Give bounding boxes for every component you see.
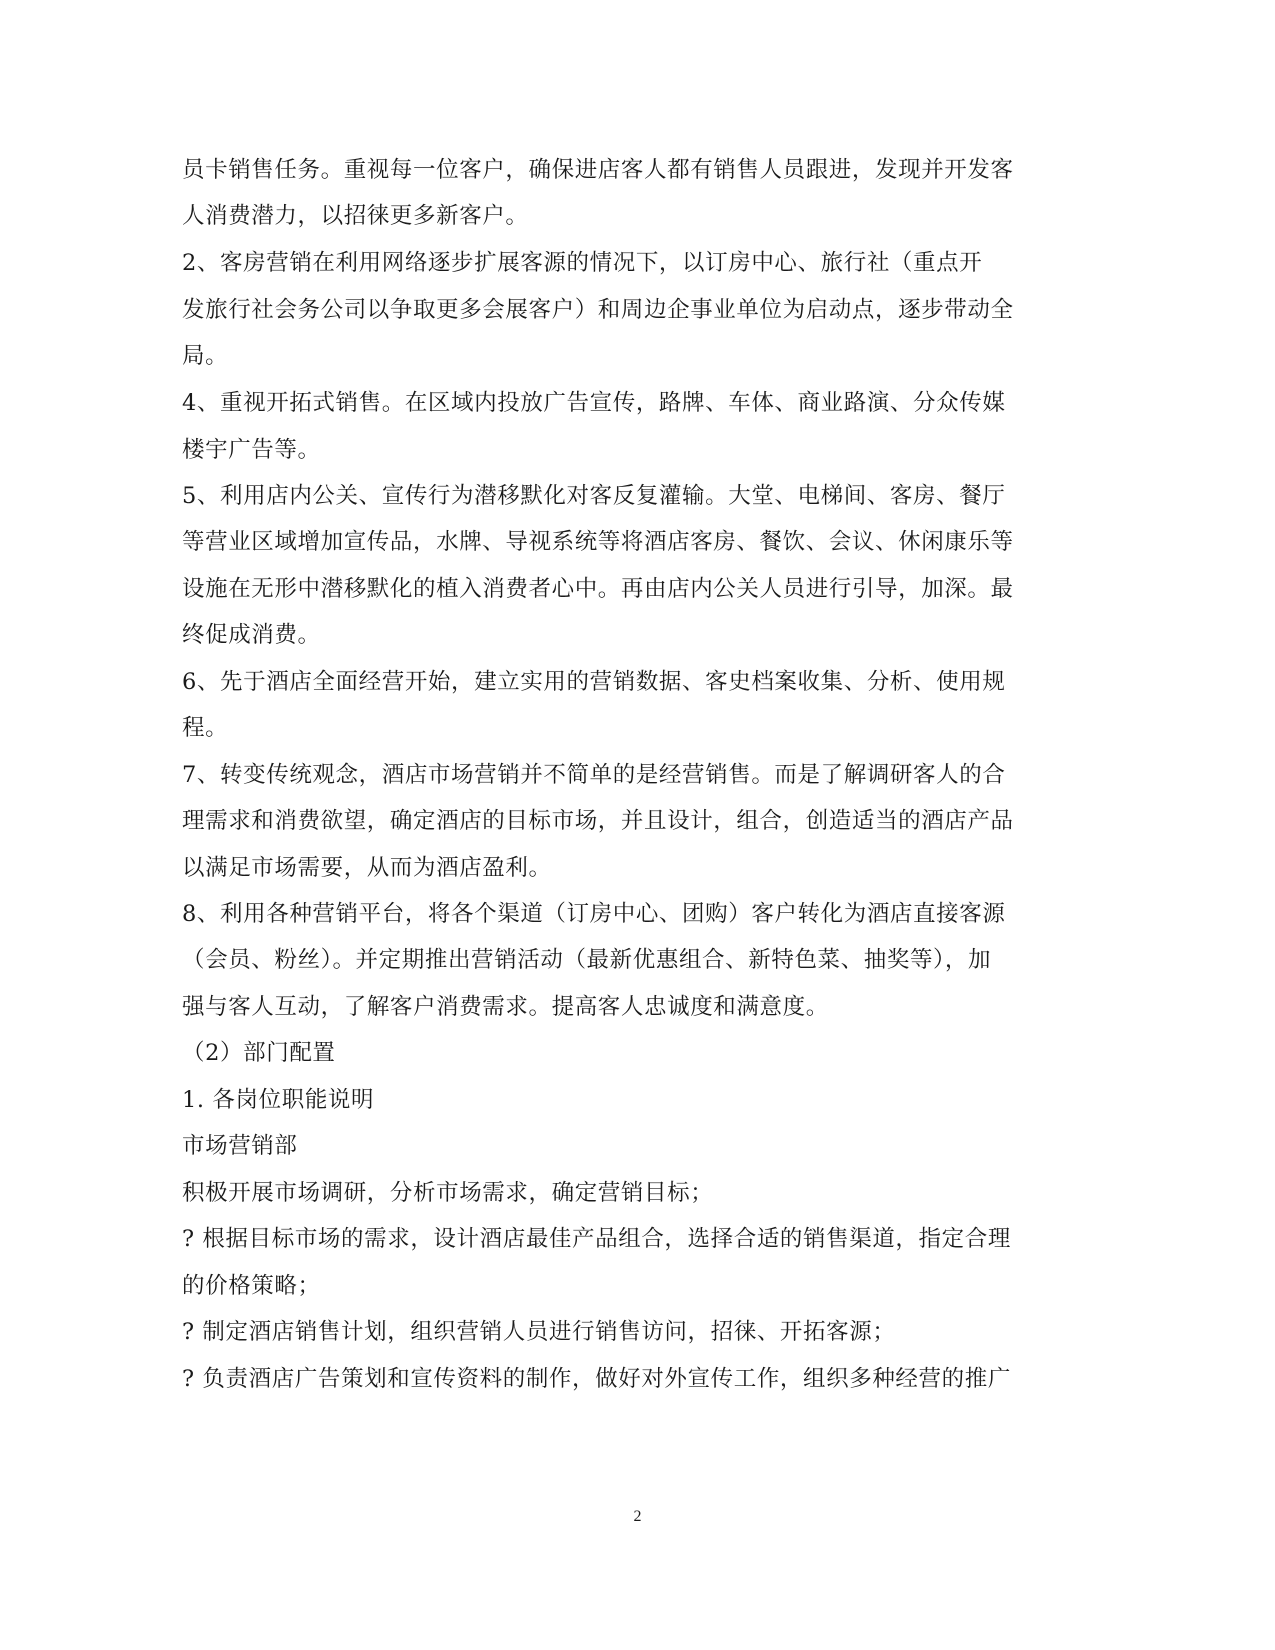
text-line: 6、先于酒店全面经营开始，建立实用的营销数据、客史档案收集、分析、使用规 <box>182 669 1006 695</box>
text-line: 局。 <box>182 343 229 369</box>
page-number: 2 <box>633 1508 642 1525</box>
text-line: 的价格策略； <box>182 1273 321 1299</box>
text-line: 设施在无形中潜移默化的植入消费者心中。再由店内公关人员进行引导，加深。最 <box>182 576 1014 602</box>
section-heading: （2）部门配置 <box>182 1040 336 1066</box>
bullet-line: ? 根据目标市场的需求，设计酒店最佳产品组合，选择合适的销售渠道，指定合理 <box>182 1226 1011 1252</box>
text-line: 以满足市场需要，从而为酒店盈利。 <box>182 855 552 881</box>
text-line: 8、利用各种营销平台，将各个渠道（订房中心、团购）客户转化为酒店直接客源 <box>182 901 1006 927</box>
text-line: 5、利用店内公关、宣传行为潜移默化对客反复灌输。大堂、电梯间、客房、餐厅 <box>182 483 1006 509</box>
text-line: 7、转变传统观念，酒店市场营销并不简单的是经营销售。而是了解调研客人的合 <box>182 762 1006 788</box>
text-line: 2、客房营销在利用网络逐步扩展客源的情况下，以订房中心、旅行社（重点开 <box>182 250 983 276</box>
bullet-line: ? 负责酒店广告策划和宣传资料的制作，做好对外宣传工作，组织多种经营的推广 <box>182 1366 1011 1392</box>
subsection-heading: 1. 各岗位职能说明 <box>182 1087 375 1113</box>
text-line: 等营业区域增加宣传品，水牌、导视系统等将酒店客房、餐饮、会议、休闲康乐等 <box>182 529 1014 555</box>
bullet-line: ? 制定酒店销售计划，组织营销人员进行销售访问，招徕、开拓客源； <box>182 1319 896 1345</box>
text-line: 人消费潜力，以招徕更多新客户。 <box>182 203 529 229</box>
text-line: 楼宇广告等。 <box>182 437 321 463</box>
text-line: （会员、粉丝）。并定期推出营销活动（最新优惠组合、新特色菜、抽奖等），加 <box>182 947 992 973</box>
department-heading: 市场营销部 <box>182 1133 298 1159</box>
text-line: 发旅行社会务公司以争取更多会展客户）和周边企事业单位为启动点，逐步带动全 <box>182 297 1014 323</box>
text-line: 员卡销售任务。重视每一位客户，确保进店客人都有销售人员跟进，发现并开发客 <box>182 157 1014 183</box>
text-line: 4、重视开拓式销售。在区域内投放广告宣传，路牌、车体、商业路演、分众传媒 <box>182 390 1006 416</box>
text-line: 强与客人互动，了解客户消费需求。提高客人忠诚度和满意度。 <box>182 994 829 1020</box>
text-line: 程。 <box>182 715 229 741</box>
text-line: 积极开展市场调研，分析市场需求，确定营销目标； <box>182 1180 714 1206</box>
text-line: 理需求和消费欲望，确定酒店的目标市场，并且设计，组合，创造适当的酒店产品 <box>182 808 1014 834</box>
text-line: 终促成消费。 <box>182 622 321 648</box>
